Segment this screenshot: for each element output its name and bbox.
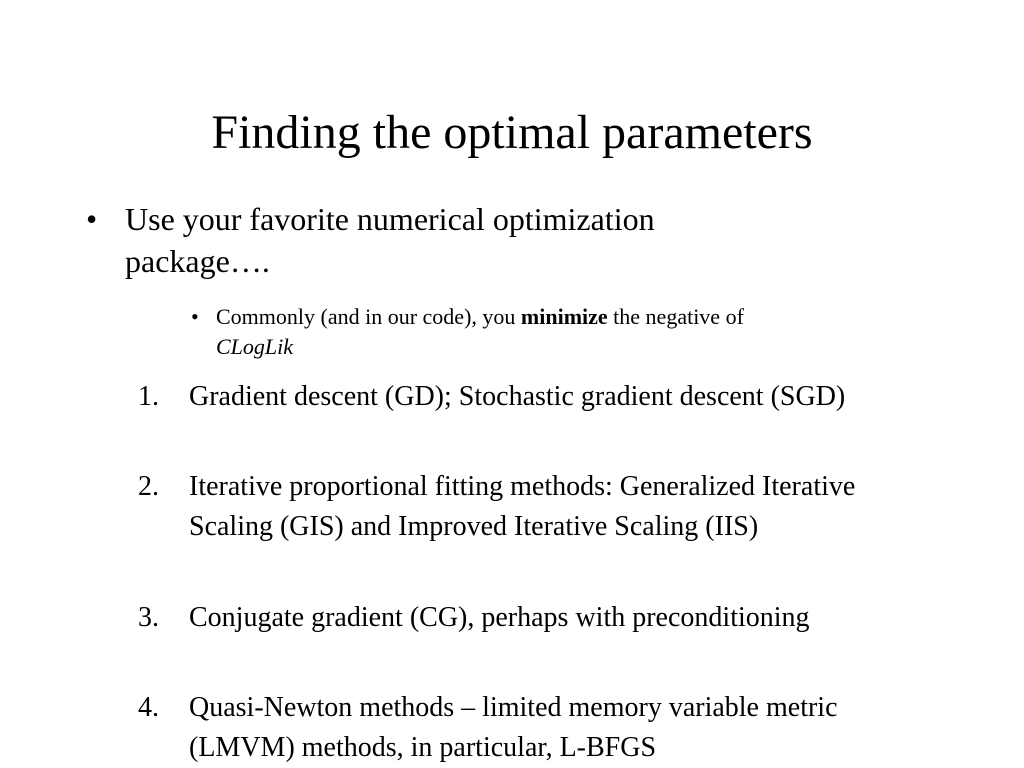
method-number: 2.: [138, 471, 159, 502]
sub-bullet-prefix: Commonly (and in our code), you: [216, 304, 521, 329]
method-item: [138, 467, 938, 547]
method-text: Gradient descent (GD); Stochastic gradient descent (SGD): [189, 381, 846, 412]
method-number: 4.: [138, 692, 159, 723]
sub-bullet-middle: the negative of: [607, 304, 744, 329]
main-bullet-text: Use your favorite numerical optimization package….: [125, 201, 655, 279]
sub-bullet-text: [216, 302, 921, 362]
method-number: 1.: [138, 381, 159, 412]
sub-bullet-marker: •: [191, 304, 199, 329]
method-item: [138, 377, 938, 417]
bullet-marker: •: [86, 201, 98, 237]
method-item: [138, 598, 938, 638]
sub-bullet-emphasis: minimize: [520, 304, 608, 329]
slide-title: Finding the optimal parameters: [211, 106, 813, 159]
sub-bullet: [191, 302, 921, 362]
method-number: 3.: [138, 602, 159, 633]
method-text: Quasi-Newton methods – limited memory variable metric (LMVM) methods, in particular, L-BFGS: [189, 692, 838, 763]
method-item: [138, 688, 938, 768]
main-bullet: [86, 198, 806, 282]
method-text: Conjugate gradient (CG), perhaps with preconditioning: [189, 602, 810, 633]
sub-bullet-italic-term: CLogLik: [216, 334, 294, 359]
method-text: Iterative proportional fitting methods: Generalized Iterative Scaling (GIS) and Improved Iterative Scaling (IIS): [189, 471, 856, 542]
